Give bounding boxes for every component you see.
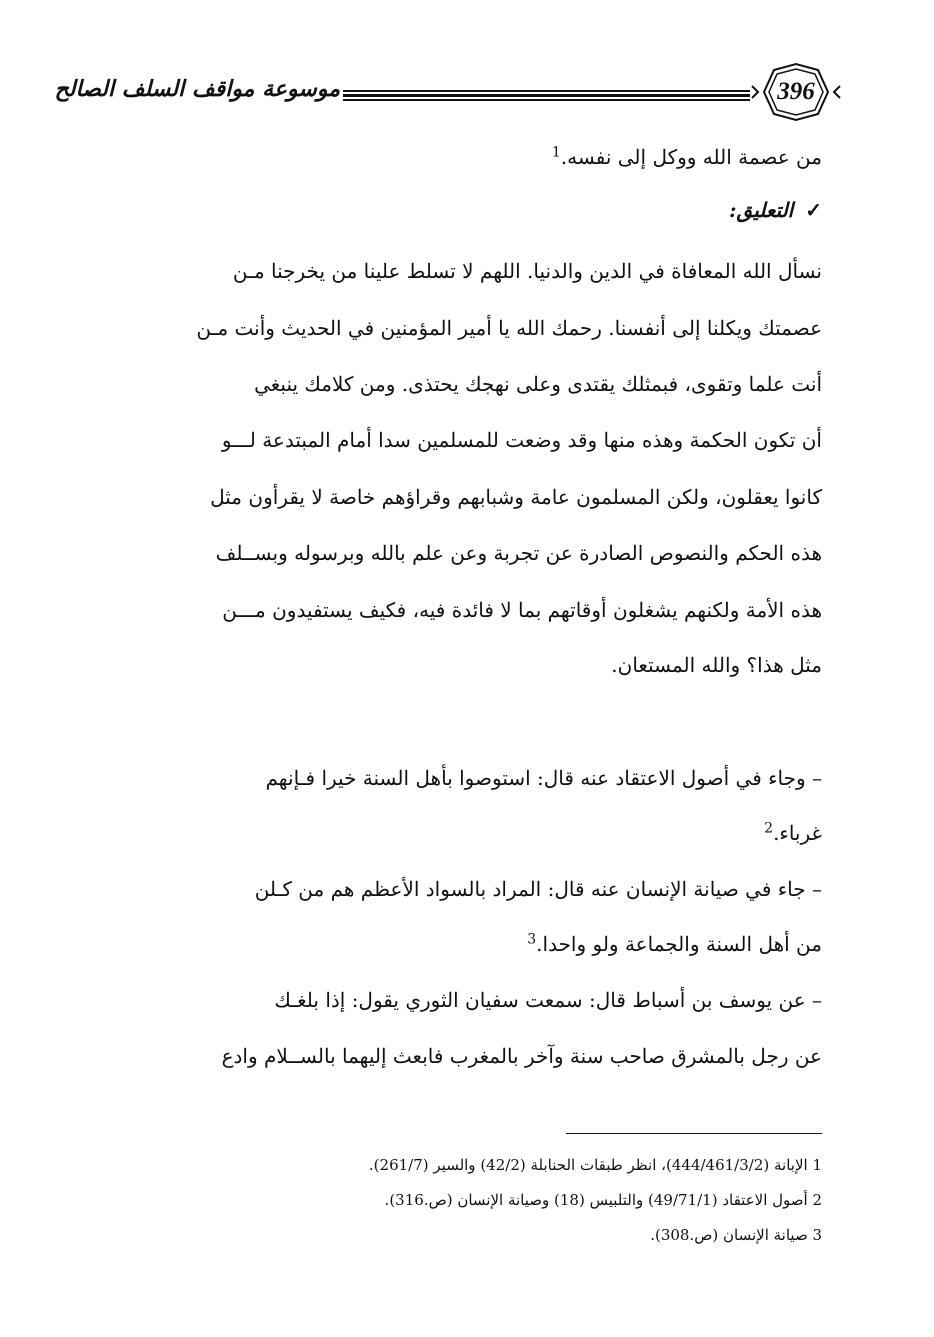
quote-item-line: غرباء.$^2$ xyxy=(764,820,822,845)
comment-heading: ✓التعليق: xyxy=(729,198,822,222)
page-number-badge xyxy=(750,62,842,122)
comment-line: مثل هذا؟ والله المستعان. xyxy=(611,653,822,677)
comment-line: أن تكون الحكمة وهذه منها وقد وضعت للمسلمين سدا أمام المبتدعة لـــو xyxy=(221,428,822,452)
footnote-ref: 2 xyxy=(764,820,774,837)
quote-item-line: عن رجل بالمشرق صاحب سنة وآخر بالمغرب فابعث إليهما بالســلام وادع xyxy=(221,1044,822,1068)
text-line: من عصمة الله ووكل إلى نفسه.$^1$ xyxy=(551,144,822,169)
comment-line: هذه الأمة ولكنهم يشغلون أوقاتهم بما لا فائدة فيه، فكيف يستفيدون مـــن xyxy=(222,598,822,622)
comment-line: عصمتك ويكلنا إلى أنفسنا. رحمك الله يا أمير المؤمنين في الحديث وأنت مـن xyxy=(196,316,822,340)
quote-item-line: من أهل السنة والجماعة ولو واحدا.$^3$ xyxy=(527,931,822,956)
series-title: موسوعة مواقف السلف الصالح xyxy=(54,76,340,102)
header-rule xyxy=(343,90,750,103)
footnote: 1 الإبانة (444/461/3/2)، انظر طبقات الحنابلة (42/2) والسير (261/7). xyxy=(368,1156,822,1174)
footnote-ref: 1 xyxy=(551,144,561,161)
quote-item-line: – جاء في صيانة الإنسان عنه قال: المراد بالسواد الأعظم هم من كـلن xyxy=(254,877,822,901)
page-header xyxy=(54,62,842,122)
quote-item-line: – عن يوسف بن أسباط قال: سمعت سفيان الثوري يقول: إذا بلغـك xyxy=(274,988,822,1012)
comment-line: كانوا يعقلون، ولكن المسلمون عامة وشبابهم وقراؤهم خاصة لا يقرأون مثل xyxy=(210,485,822,509)
footnote: 2 أصول الاعتقاد (49/71/1) والتلبيس (18) وصيانة الإنسان (ص.316). xyxy=(384,1191,822,1209)
page-number: 396 xyxy=(777,78,815,105)
quote-item-line: – وجاء في أصول الاعتقاد عنه قال: استوصوا بأهل السنة خيرا فـإنهم xyxy=(265,766,822,790)
comment-line: نسأل الله المعافاة في الدين والدنيا. اللهم لا تسلط علينا من يخرجنا مـن xyxy=(232,259,822,283)
check-mark-icon: ✓ xyxy=(805,198,822,222)
comment-line: هذه الحكم والنصوص الصادرة عن تجربة وعن علم بالله وبرسوله وبســلف xyxy=(215,541,822,565)
footnote-ref: 3 xyxy=(527,931,537,948)
footnote-separator xyxy=(566,1133,822,1134)
footnote: 3 صيانة الإنسان (ص.308). xyxy=(650,1226,822,1244)
comment-line: أنت علما وتقوى، فبمثلك يقتدى وعلى نهجك يحتذى. ومن كلامك ينبغي xyxy=(254,372,822,396)
